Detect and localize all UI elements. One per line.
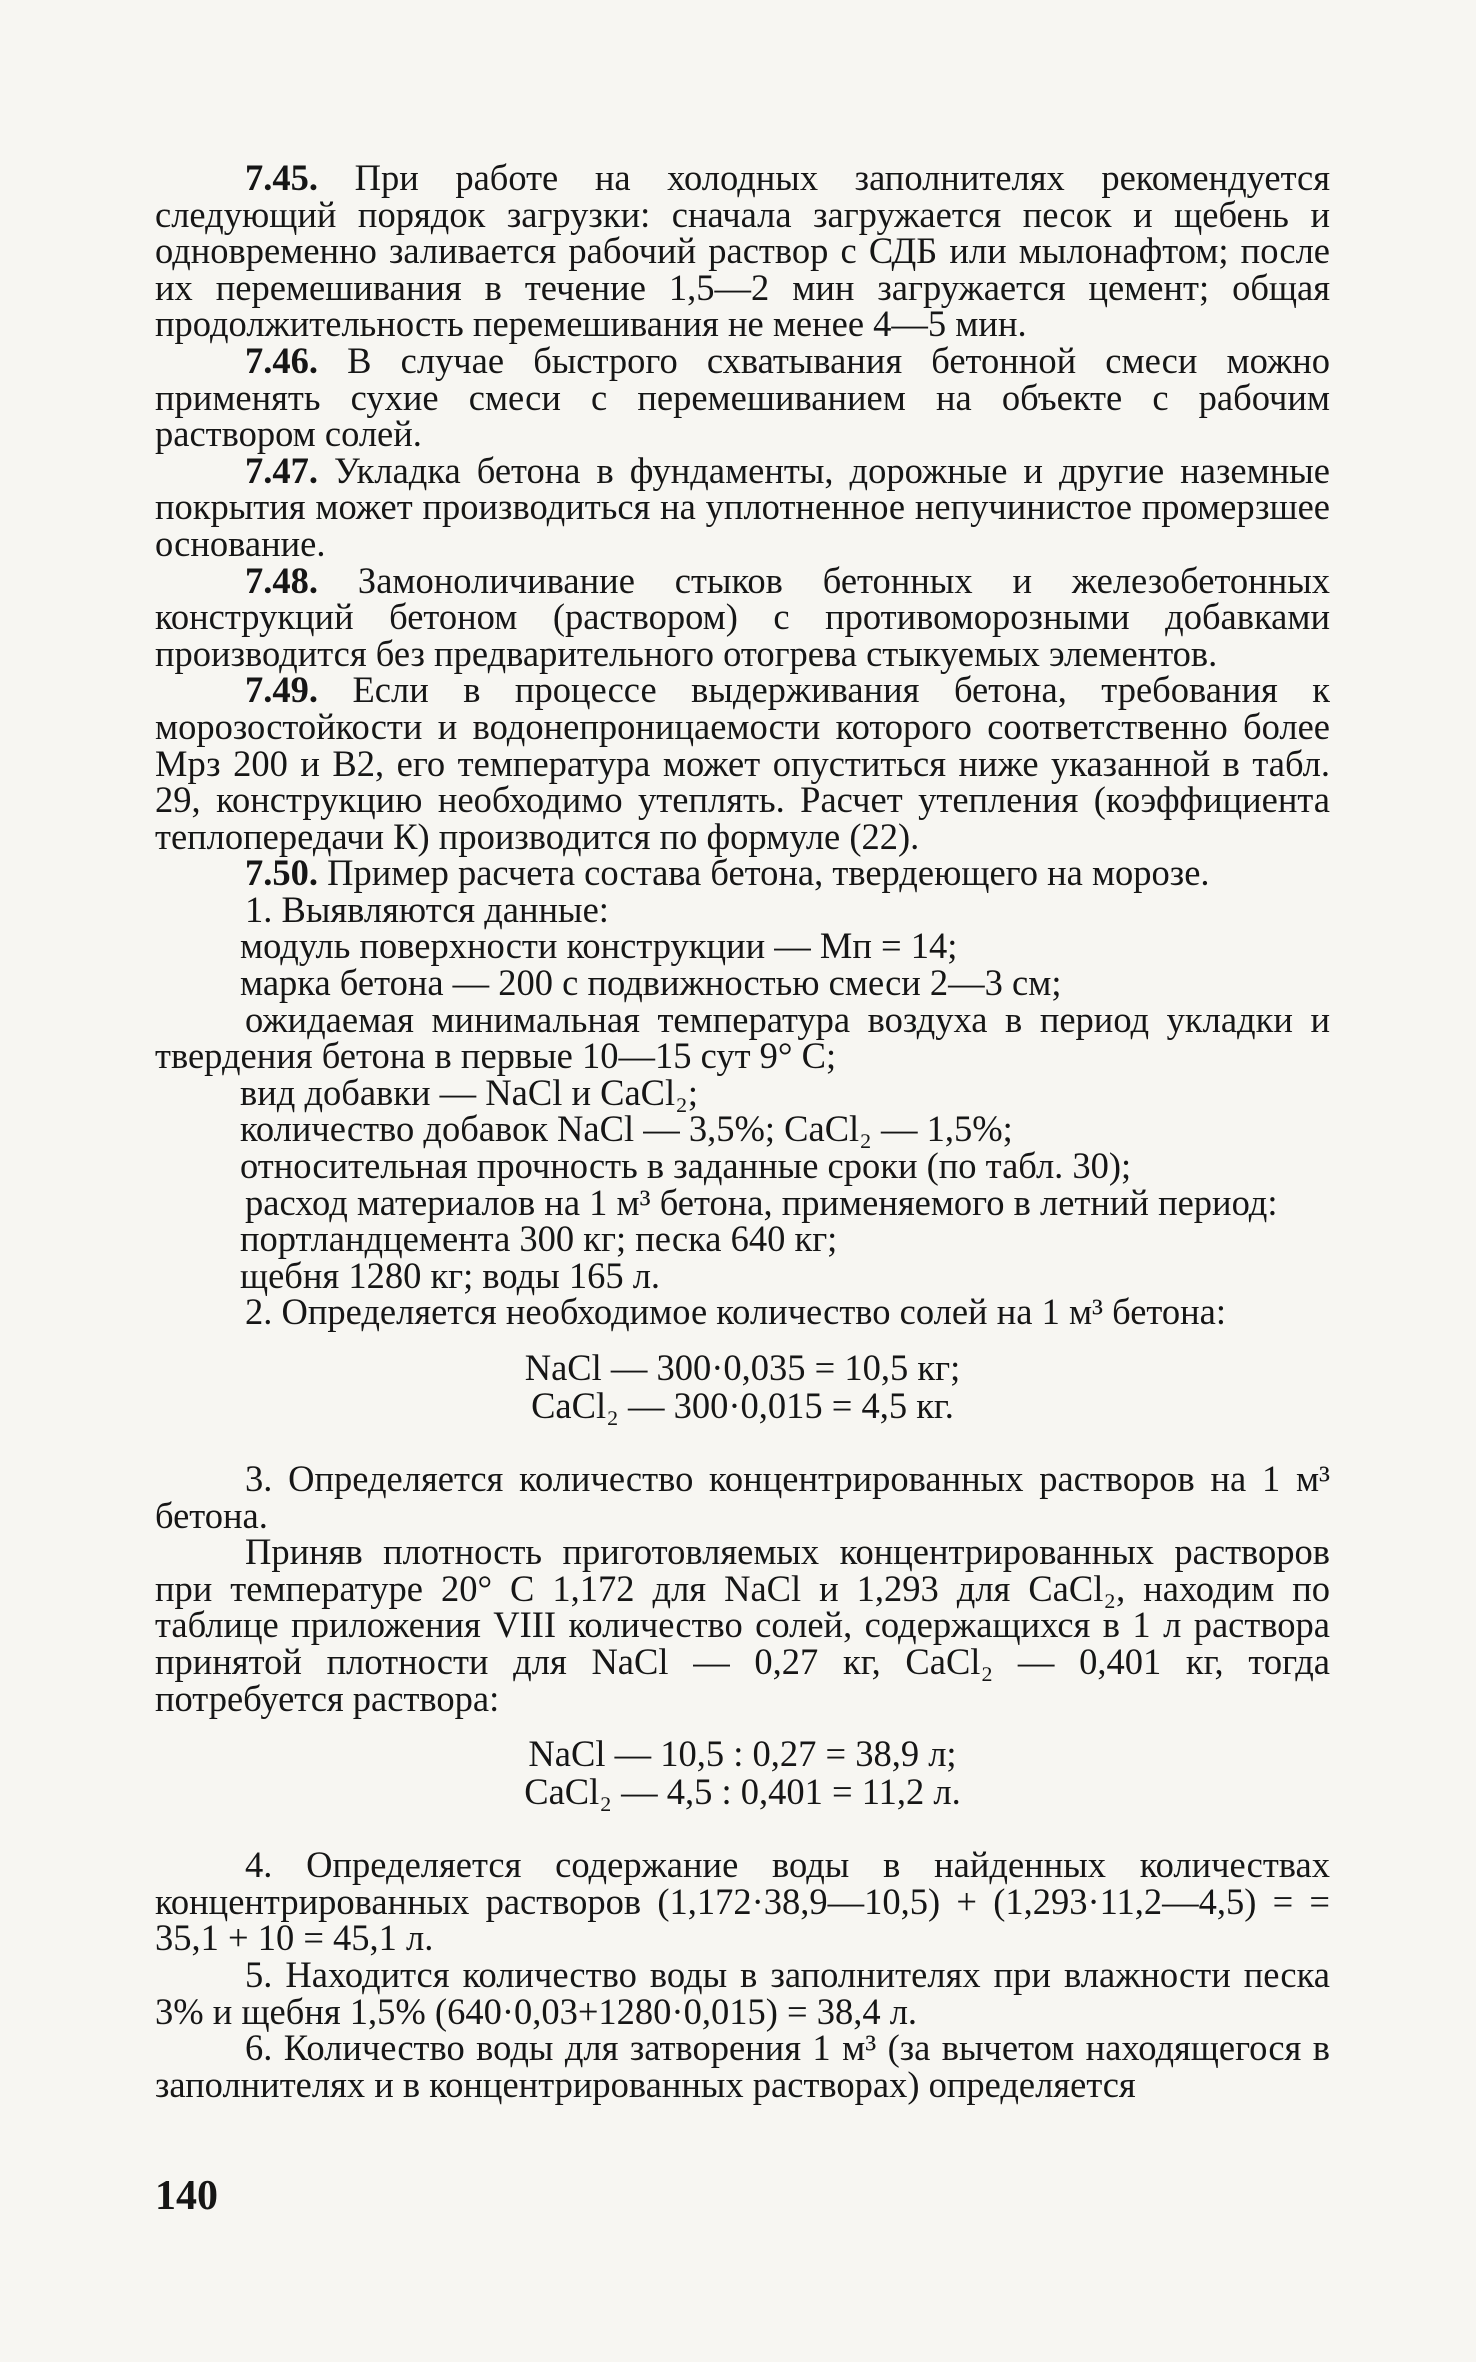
- data-item: ожидаемая минимальная температура воздуха в период укладки и твердения бетона в первые 10—15 сут 9° С;: [155, 998, 1330, 1077]
- clause-text: Если в процессе выдерживания бетона, требования к морозостойкости и водонепроницаемости которого соответственно более Мрз 200 и В2, его температура может опуститься ниже указанной в табл. 29, конструкцию необходимо утеплять. Расчет утепления (коэффициента теплопередачи К) производится по формуле (22).: [155, 669, 1330, 857]
- step-2: 2. Определяется необходимое количество солей на 1 м³ бетона:: [245, 1291, 1226, 1333]
- clause-text: Замоноличивание стыков бетонных и железобетонных конструкций бетоном (раствором) с противоморозными добавками производится без предварительного отогрева стыкуемых элементов.: [155, 559, 1330, 674]
- clause-text: При работе на холодных заполнителях рекомендуется следующий порядок загрузки: сначала загружается песок и щебень и одновременно заливается рабочий раствор с СДБ или мылонафтом; после их перемешивания в течение 1,5—2 мин загружается цемент; общая продолжительность перемешивания не менее 4—5 мин.: [155, 157, 1331, 345]
- page-number: 140: [155, 2173, 218, 2219]
- clause-number: 7.45.: [245, 157, 318, 198]
- paragraph-7-48: [155, 559, 1330, 674]
- data-item: марка бетона — 200 с подвижностью смеси 2—3 см;: [240, 962, 1062, 1004]
- data-item: портландцемента 300 кг; песка 640 кг;: [240, 1218, 838, 1260]
- step-3-text: Приняв плотность приготовляемых концентрированных растворов при температуре 20° С 1,172 для NaCl и 1,293 для CaCl₂, находим по таблице приложения VIII количество солей, содержащихся в 1 л раствора принятой плотности для NaCl — 0,27 кг, CaCl₂ — 0,401 кг, тогда потребуется раствора:: [155, 1531, 1330, 1719]
- data-item: модуль поверхности конструкции — Мп = 14;: [240, 925, 958, 967]
- clause-number: 7.47.: [245, 449, 318, 491]
- step-6: 6. Количество воды для затворения 1 м³ (за вычетом находящегося в заполнителях и в концентрированных растворах) определяется: [155, 2027, 1330, 2105]
- clause-text: Укладка бетона в фундаменты, дорожные и другие наземные покрытия может производиться на уплотненное непучинистое промерзшее основание.: [155, 449, 1330, 564]
- clause-number: 7.49.: [245, 669, 318, 711]
- step-5: 5. Находится количество воды в заполнителях при влажности песка 3% и щебня 1,5% (640·0,03+1280·0,015) = 38,4 л.: [155, 1953, 1330, 2032]
- formula-salts: [155, 1349, 1330, 1425]
- data-item: щебня 1280 кг; воды 165 л.: [240, 1254, 661, 1296]
- formula-line: NaCl — 300·0,035 = 10,5 кг;: [524, 1347, 961, 1388]
- formula-line: CaCl₂ — 300·0,015 = 4,5 кг.: [531, 1385, 954, 1426]
- data-item: относительная прочность в заданные сроки (по табл. 30);: [240, 1145, 1132, 1187]
- body-text: [155, 157, 1331, 2105]
- step-1: 1. Выявляются данные:: [245, 888, 609, 930]
- clause-number: 7.46.: [245, 339, 318, 381]
- data-item: количество добавок NaCl — 3,5%; CaCl₂ — 1,5%;: [240, 1108, 1013, 1150]
- step-3: 3. Определяется количество концентрированных растворов на 1 м³ бетона.: [155, 1458, 1330, 1536]
- formula-line: NaCl — 10,5 : 0,27 = 38,9 л;: [528, 1733, 957, 1775]
- data-item: вид добавки — NaCl и CaCl₂;: [240, 1071, 699, 1113]
- formula-line: CaCl₂ — 4,5 : 0,401 = 11,2 л.: [524, 1771, 961, 1813]
- paragraph-7-47: [155, 449, 1330, 564]
- paragraph-7-46: [155, 339, 1330, 455]
- paragraph-7-49: [155, 669, 1330, 857]
- paragraph-7-45: [155, 157, 1331, 345]
- formula-solutions: [155, 1735, 1330, 1811]
- paragraph-7-50: [155, 852, 1330, 894]
- clause-number: 7.50.: [245, 852, 318, 894]
- data-item: расход материалов на 1 м³ бетона, применяемого в летний период:: [245, 1181, 1278, 1223]
- step-4: 4. Определяется содержание воды в найденных количествах концентрированных растворов (1,172·38,9—10,5) + (1,293·11,2—4,5) = = 35,1 + 10 = 45,1 л.: [155, 1844, 1330, 1959]
- clause-number: 7.48.: [245, 559, 318, 601]
- clause-text: В случае быстрого схватывания бетонной смеси можно применять сухие смеси с перемешиванием на объекте с рабочим раствором солей.: [155, 339, 1330, 455]
- clause-text: Пример расчета состава бетона, твердеющего на морозе.: [327, 852, 1210, 894]
